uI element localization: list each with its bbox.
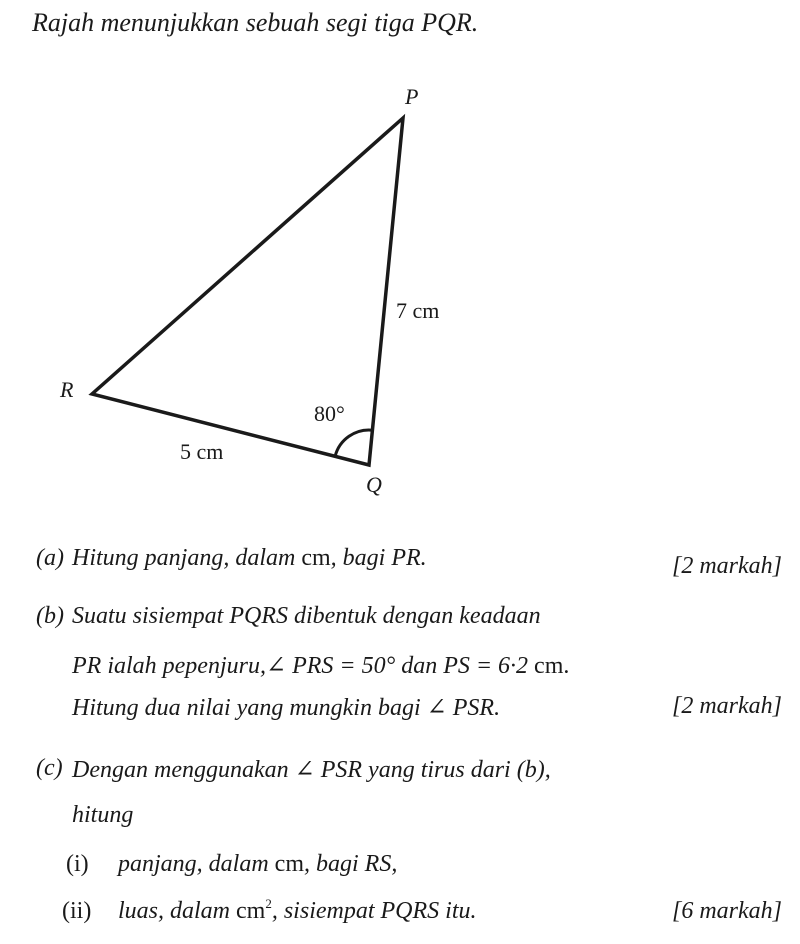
question-b-label: (b) [36, 603, 64, 629]
question-a-text-pre: Hitung panjang, dalam [72, 545, 296, 571]
question-a-label: (a) [36, 545, 64, 571]
question-c-ii-post: , sisiempat PQRS itu. [271, 898, 477, 924]
question-c-i-text [118, 851, 397, 878]
intro-text: Rajah menunjukkan sebuah segi tiga PQR. [32, 8, 479, 37]
question-a-marks: [2 markah] [671, 553, 782, 579]
question-c-ii-unit: cm [236, 898, 266, 924]
question-a-unit: cm [301, 545, 331, 571]
question-c-ii-sup: 2 [265, 896, 272, 911]
question-c-ii-pre: luas, dalam [118, 898, 231, 924]
question-a-text [72, 545, 427, 572]
triangle-pqr [92, 118, 403, 465]
question-b-line1: Suatu sisiempat PQRS dibentuk dengan keadaan [72, 603, 541, 629]
question-b-line2-pre: PR ialah pepenjuru,∠ PRS = 50° dan PS = 6·2 [72, 653, 529, 679]
question-a-text-post: , bagi PR. [330, 545, 427, 571]
question-b-marks: [2 markah] [671, 693, 782, 719]
side-pq-label: 7 cm [396, 298, 440, 323]
side-rq-label: 5 cm [180, 439, 224, 464]
question-b-unit: cm [534, 653, 564, 679]
question-c-ii-text [118, 898, 477, 925]
question-c-label: (c) [36, 755, 63, 781]
question-c-i-unit: cm [274, 851, 304, 877]
vertex-r-label: R [60, 377, 74, 402]
vertex-q-label: Q [366, 472, 382, 497]
question-b-line3: Hitung dua nilai yang mungkin bagi ∠ PSR. [72, 695, 501, 721]
question-c-marks: [6 markah] [671, 898, 782, 924]
question-b-line2-post: . [563, 653, 570, 679]
angle-q-label: 80° [314, 401, 345, 426]
question-c-ii-label: (ii) [62, 898, 92, 924]
question-c-i-pre: panjang, dalam [118, 851, 269, 877]
vertex-p-label: P [405, 84, 419, 109]
angle-q-arc [335, 430, 373, 456]
question-c-i-post: , bagi RS, [304, 851, 398, 877]
question-c-line1: Dengan menggunakan ∠ PSR yang tirus dari (b), [72, 757, 551, 783]
question-c-line2: hitung [72, 802, 134, 828]
question-c-i-label: (i) [66, 851, 89, 877]
question-b-line2 [72, 651, 569, 680]
